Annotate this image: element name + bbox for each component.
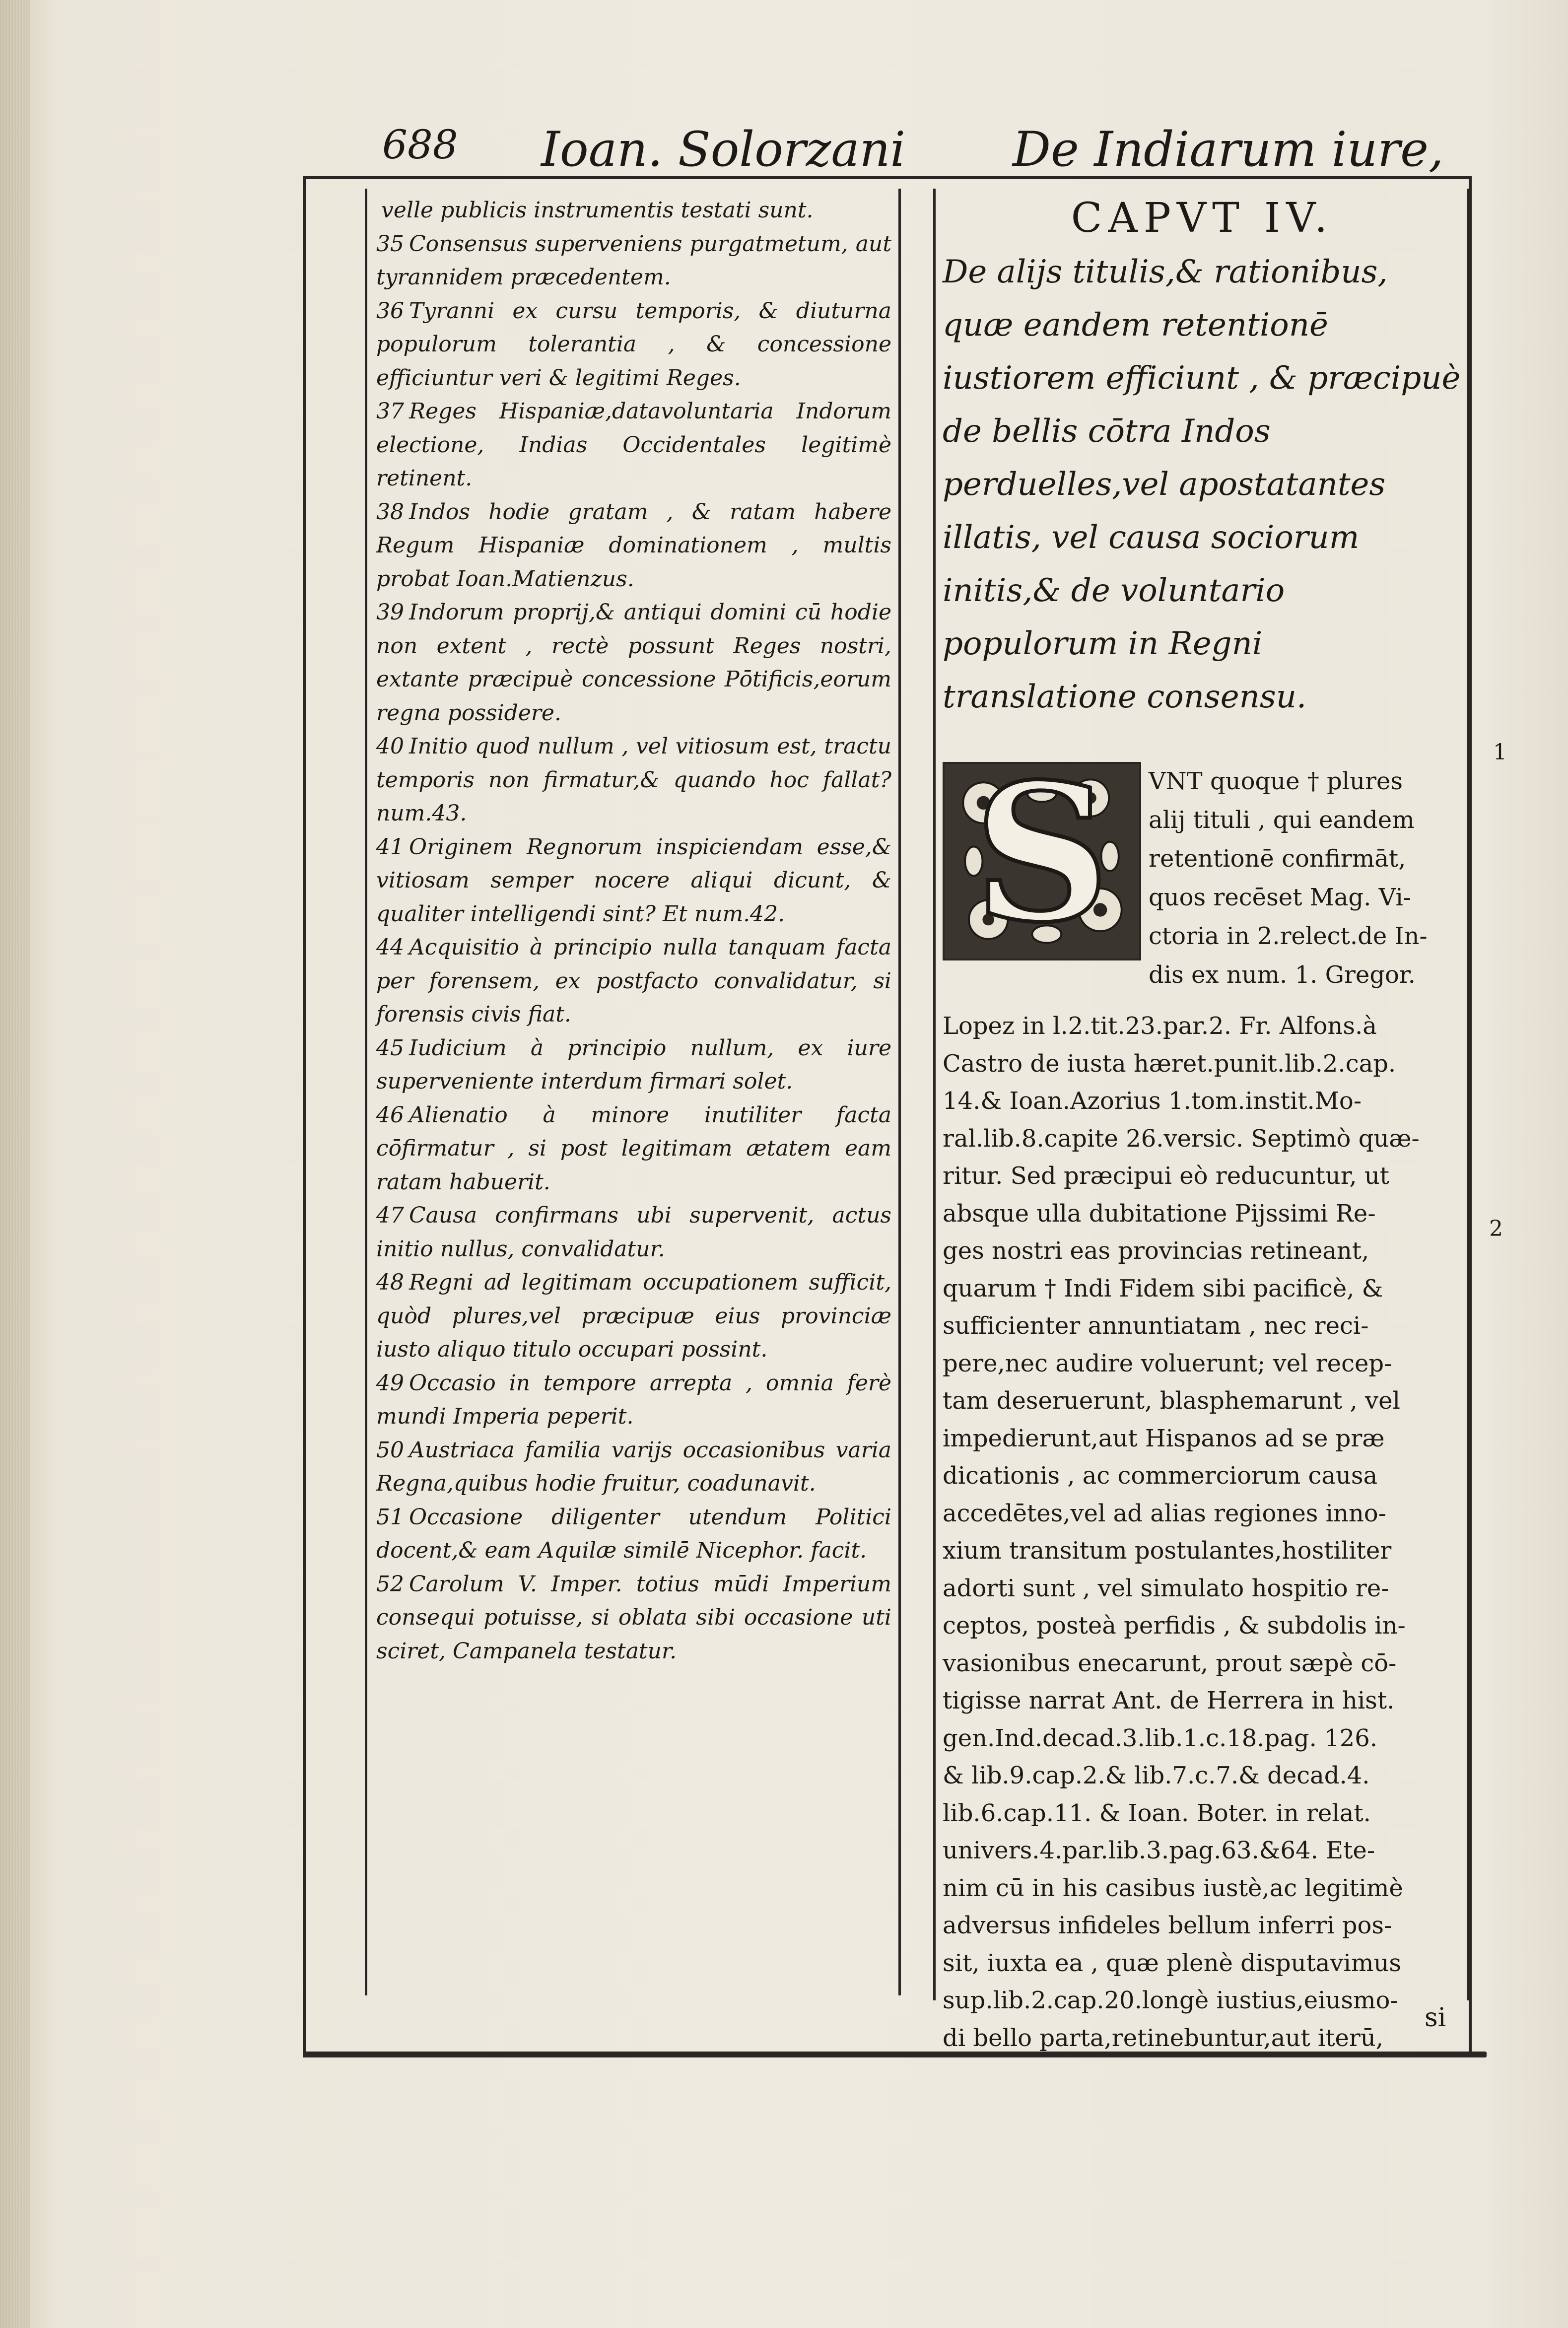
text-line: Lopez in l.2.tit.23.par.2. Fr. Alfons.à bbox=[943, 1012, 1377, 1040]
summary-entry: 36 Tyranni ex cursu temporis, & diuturna populorum tolerantia , & concessione efficiuntur veri & legitimi Reges. bbox=[376, 298, 891, 391]
text-line: ges nostri eas provincias retineant, bbox=[943, 1237, 1369, 1265]
text-line: ceptos, posteà perfidis , & subdolis in- bbox=[943, 1612, 1406, 1640]
text-line: univers.4.par.lib.3.pag.63.&64. Ete- bbox=[943, 1837, 1375, 1864]
text-line: & lib.9.cap.2.& lib.7.c.7.& decad.4. bbox=[943, 1762, 1370, 1789]
text-line: adorti sunt , vel simulato hospitio re- bbox=[943, 1574, 1389, 1602]
running-header bbox=[0, 122, 1568, 176]
chapter-title: De alijs titulis,& rationibus, quæ eandem retentionē iustiorem efficiunt , & præcipuè de bellis cōtra Indos perduelles,vel apostatantes illatis, vel causa sociorum initis,& de voluntario populorum in Regni translatione consensu. bbox=[943, 254, 1461, 715]
running-title: De Indiarum iure, bbox=[1013, 122, 1444, 177]
margin-note: 2 bbox=[1489, 1216, 1503, 1241]
text-line: alij tituli , qui eandem bbox=[1149, 806, 1415, 834]
text-line: tigisse narrat Ant. de Herrera in hist. bbox=[943, 1687, 1395, 1714]
text-line: gen.Ind.decad.3.lib.1.c.18.pag. 126. bbox=[943, 1724, 1377, 1752]
text-line: absque ulla dubitatione Pijssimi Re- bbox=[943, 1199, 1376, 1228]
summary-entry: 50 Austriaca familia varijs occasionibus varia Regna,quibus hodie fruitur, coadunavit. bbox=[376, 1437, 891, 1496]
summary-entry: 41 Originem Regnorum inspiciendam esse,& vitiosam semper nocere aliqui dicunt, & qualiter intelligendi sint? Et num.42. bbox=[376, 834, 891, 927]
page-stack-edge bbox=[0, 0, 30, 2328]
text-line: retentionē confirmāt, bbox=[1149, 845, 1406, 873]
text-line: nim cū in his casibus iustè,ac legitimè bbox=[943, 1874, 1403, 1902]
summary-column bbox=[365, 189, 901, 1995]
summary-entry: 52 Carolum V. Imper. totius mūdi Imperium consequi potuisse, si oblata sibi occasione uti sciret, Campanela testatur. bbox=[376, 1571, 891, 1664]
summary-entry: velle publicis instrumentis testati sunt. bbox=[381, 198, 814, 223]
text-line: quarum † Indi Fidem sibi pacificè, & bbox=[943, 1274, 1383, 1302]
margin-note: 1 bbox=[1493, 740, 1507, 765]
summary-entry: 35 Consensus superveniens purgatmetum, aut tyrannidem præcedentem. bbox=[376, 231, 891, 290]
summary-entry: 45 Iudicium à principio nullum, ex iure superveniente interdum firmari solet. bbox=[376, 1035, 891, 1094]
text-line: ritur. Sed præcipui eò reducuntur, ut bbox=[943, 1162, 1390, 1190]
text-line: vasionibus enecarunt, prout sæpè cō- bbox=[943, 1649, 1397, 1677]
text-line: sit, iuxta ea , quæ plenè disputavimus bbox=[943, 1949, 1401, 1977]
summary-entry: 49 Occasio in tempore arrepta , omnia ferè mundi Imperia peperit. bbox=[376, 1370, 891, 1429]
summary-entry: 47 Causa confirmans ubi supervenit, actus initio nullus, convalidatur. bbox=[376, 1203, 891, 1262]
page-number: 688 bbox=[382, 122, 458, 168]
text-line: quos recēset Mag. Vi- bbox=[1149, 884, 1412, 911]
summary-entry: 51 Occasione diligenter utendum Politici docent,& eam Aquilæ similē Nicephor. facit. bbox=[376, 1504, 891, 1563]
text-line: sufficienter annuntiatam , nec reci- bbox=[943, 1312, 1369, 1340]
summary-entry: 44 Acquisitio à principio nulla tanquam facta per forensem, ex postfacto convalidatur, si forensis civis fiat. bbox=[376, 935, 891, 1027]
text-line: VNT quoque † plures bbox=[1149, 767, 1403, 795]
text-line: adversus infideles bellum inferri pos- bbox=[943, 1912, 1392, 1939]
text-line: pere,nec audire voluerunt; vel recep- bbox=[943, 1349, 1392, 1377]
catchword: si bbox=[1425, 2003, 1446, 2033]
text-line: xium transitum postulantes,hostiliter bbox=[943, 1537, 1392, 1565]
text-line: impedierunt,aut Hispanos ad se præ bbox=[943, 1424, 1385, 1452]
summary-entry: 40 Initio quod nullum , vel vitiosum est, tractu temporis non firmatur,& quando hoc fallat? num.43. bbox=[376, 734, 891, 826]
text-line: Castro de iusta hæret.punit.lib.2.cap. bbox=[943, 1049, 1396, 1078]
summary-entry: 46 Alienatio à minore inutiliter facta cōfirmatur , si post legitimam ætatem eam ratam habuerit. bbox=[376, 1102, 891, 1195]
text-line: dicationis , ac commerciorum causa bbox=[943, 1462, 1378, 1490]
summary-entry: 48 Regni ad legitimam occupationem sufficit, quòd plures,vel præcipuæ eius provinciæ iusto aliquo titulo occupari possint. bbox=[376, 1270, 891, 1362]
summary-entry: 37 Reges Hispaniæ,datavoluntaria Indorum electione, Indias Occidentales legitimè retinent. bbox=[376, 399, 891, 491]
chapter-heading: CAPVT IV. bbox=[1071, 195, 1334, 242]
text-line: tam deseruerunt, blasphemarunt , vel bbox=[943, 1387, 1400, 1415]
initial-letter: S bbox=[973, 742, 1110, 964]
summary-entry: 39 Indorum proprij,& antiqui domini cū hodie non extent , rectè possunt Reges nostri, extante præcipuè concessione Pōtificis,eorum regna possidere. bbox=[376, 600, 891, 726]
summary-entry: 38 Indos hodie gratam , & ratam habere Regum Hispaniæ dominationem , multis probat Ioan.Matienzus. bbox=[376, 499, 891, 592]
opening-text bbox=[1149, 762, 1461, 994]
decorated-initial bbox=[943, 742, 1141, 964]
chapter-column bbox=[933, 189, 1469, 2052]
running-author: Ioan. Solorzani bbox=[541, 122, 906, 177]
text-line: sup.lib.2.cap.20.longè iustius,eiusmo- bbox=[943, 1986, 1398, 2014]
text-line: di bello parta,retinebuntur,aut iterū, bbox=[943, 2024, 1384, 2052]
text-line: accedētes,vel ad alias regiones inno- bbox=[943, 1499, 1386, 1527]
chapter-body bbox=[943, 1008, 1462, 2057]
chapter-opening bbox=[943, 742, 1462, 1008]
text-line: lib.6.cap.11. & Ioan. Boter. in relat. bbox=[943, 1799, 1371, 1827]
text-line: ral.lib.8.capite 26.versic. Septimò quæ- bbox=[943, 1124, 1420, 1153]
text-line: dis ex num. 1. Gregor. bbox=[1149, 961, 1416, 989]
text-line: ctoria in 2.relect.de In- bbox=[1149, 922, 1428, 950]
text-line: 14.& Ioan.Azorius 1.tom.instit.Mo- bbox=[943, 1087, 1362, 1115]
